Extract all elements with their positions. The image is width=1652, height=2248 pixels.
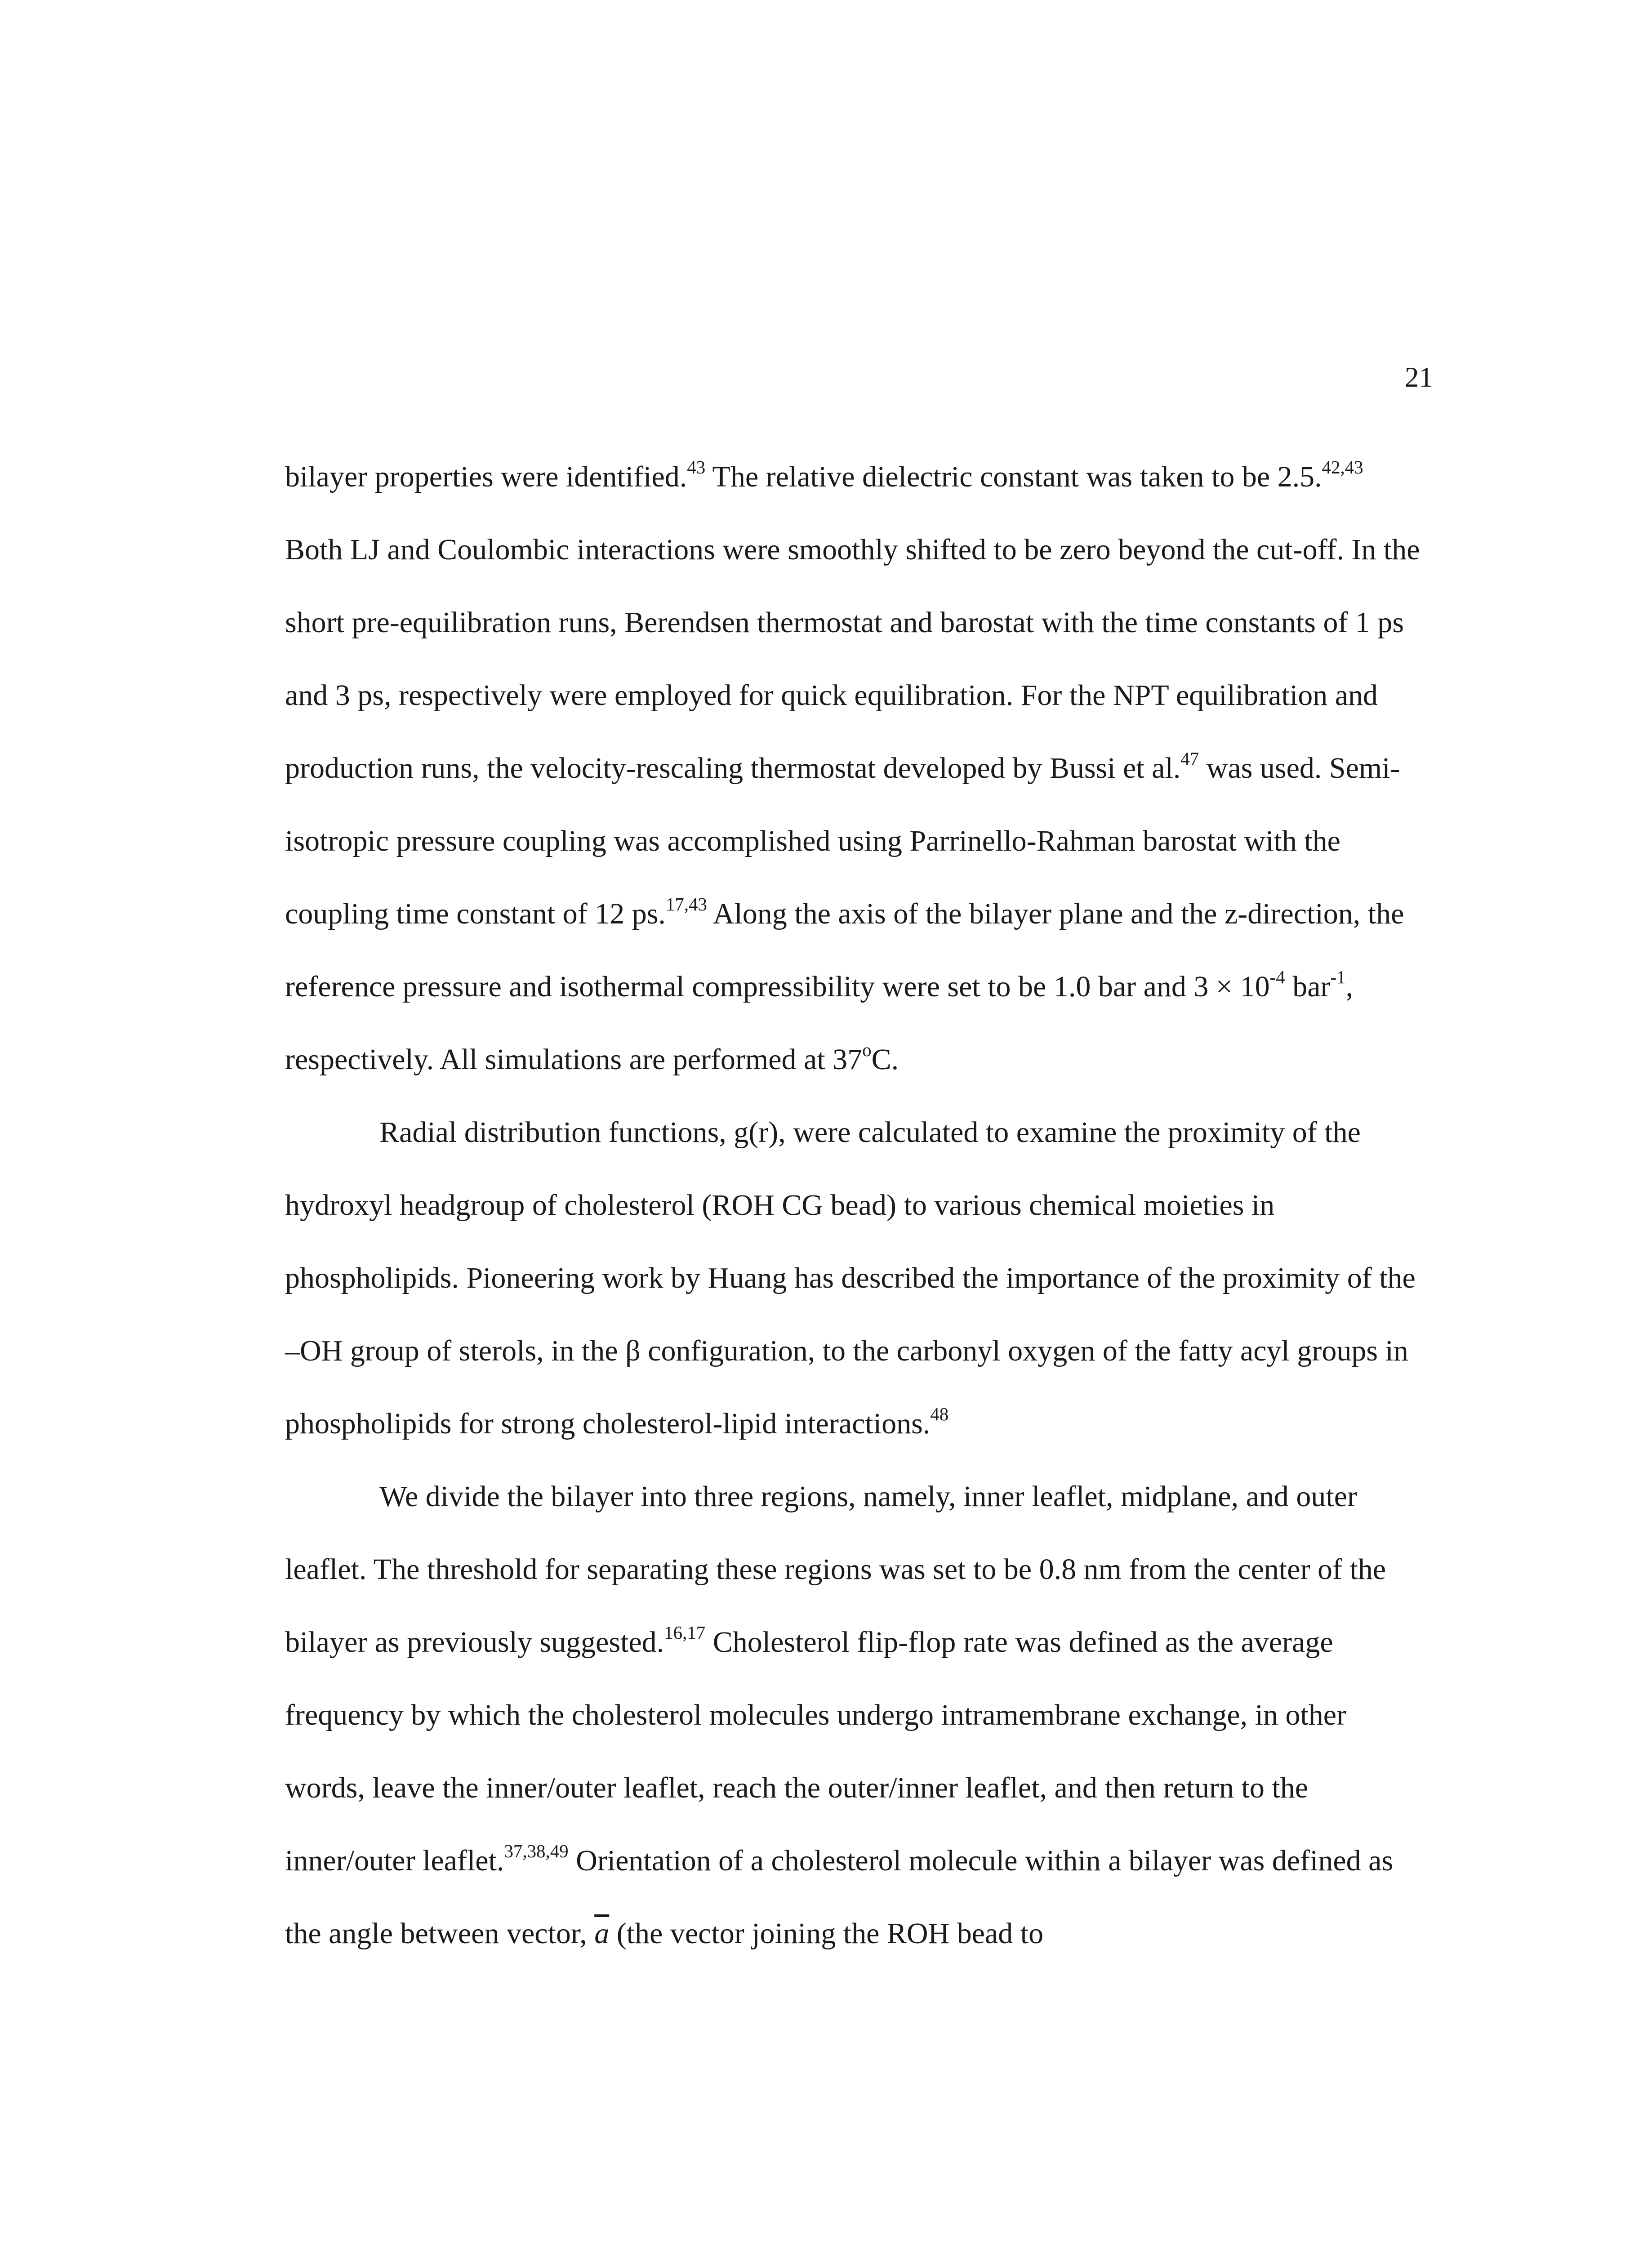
- superscript: 47: [1180, 748, 1199, 769]
- text-run: , respectively. All simulations are performed at 37: [285, 970, 1354, 1076]
- superscript: 42,43: [1322, 457, 1363, 477]
- text-run: (the vector joining the ROH bead to: [609, 1917, 1044, 1950]
- superscript: 16,17: [664, 1622, 706, 1643]
- superscript: 37,38,49: [504, 1841, 569, 1861]
- page-number: 21: [1405, 361, 1433, 393]
- text-run: We divide the bilayer into three regions, namely, inner leaflet, midplane, and outer leaflet. The threshold for separating these regions was set to be 0.8 nm from the center of the bilayer as previously suggested.: [285, 1480, 1386, 1659]
- text-run: bar: [1285, 970, 1331, 1003]
- text-run: Radial distribution functions, g(r), were calculated to examine the proximity of the hydroxyl headgroup of cholesterol (ROH CG bead) to various chemical moieties in phospholipids. Pioneering work by Huang has described the importance of the proximity of the –OH group of sterols, in the β configuration, to the carbonyl oxygen of the fatty acyl groups in phospholipids for strong cholesterol-lipid interactions.: [285, 1116, 1416, 1440]
- superscript: 48: [930, 1404, 949, 1424]
- superscript: -1: [1330, 967, 1346, 987]
- text-run: bilayer properties were identified.: [285, 460, 687, 493]
- text-run: was used. Semi-isotropic pressure coupling was accomplished using Parrinello-Rahman barostat with the coupling time constant of 12 ps.: [285, 752, 1400, 930]
- text-run: The relative dielectric constant was taken to be 2.5.: [705, 460, 1322, 493]
- paragraph-p1: [285, 441, 1427, 1096]
- superscript: 17,43: [665, 894, 707, 914]
- text-run: Cholesterol flip-flop rate was defined as the average frequency by which the cholesterol molecules undergo intramembrane exchange, in other words, leave the inner/outer leaflet, reach the outer/inner leaflet, and then return to the inner/outer leaflet.: [285, 1626, 1347, 1877]
- body-text: [285, 441, 1427, 1970]
- superscript: o: [862, 1039, 872, 1060]
- superscript: 43: [687, 457, 706, 477]
- text-run: Along the axis of the bilayer plane and the z-direction, the reference pressure and isothermal compressibility were set to be 1.0 bar and 3 × 10: [285, 897, 1404, 1003]
- vector-symbol: $\overline{a}$: [594, 1917, 610, 1950]
- paragraph-p2: [285, 1096, 1427, 1460]
- text-run: Orientation of a cholesterol molecule within a bilayer was defined as the angle between vector,: [285, 1844, 1394, 1950]
- superscript: -4: [1269, 967, 1285, 987]
- paragraph-p3: [285, 1460, 1427, 1970]
- text-run: C.: [871, 1043, 899, 1076]
- text-run: Both LJ and Coulombic interactions were smoothly shifted to be zero beyond the cut-off. In the short pre-equilibration runs, Berendsen thermostat and barostat with the time constants of 1 ps and 3 ps, respectively were employed for quick equilibration. For the NPT equilibration and production runs, the velocity-rescaling thermostat developed by Bussi et al.: [285, 533, 1420, 785]
